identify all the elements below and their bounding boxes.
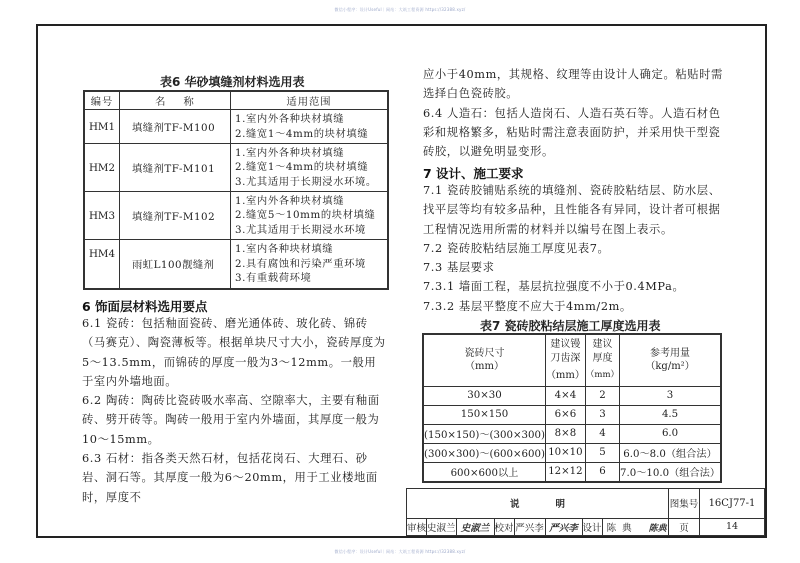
- scope-cell: [231, 144, 389, 192]
- table-cell: 150×150: [423, 405, 545, 424]
- table-cell: (300×300)～(600×600): [423, 443, 545, 462]
- paragraph: 7.2 瓷砖胶粘结层施工厚度见表7。: [423, 241, 610, 255]
- code-cell: HM1: [84, 110, 120, 144]
- paragraph: 7.3.1 墙面工程，基层抗拉强度不小于0.4MPa。: [423, 280, 685, 294]
- header-line: （mm）: [464, 361, 504, 373]
- table-row: [84, 144, 388, 192]
- watermark-bottom: 微信小程序：设计Useful｜网站：大筑工程资源 https://32388.xyz/: [334, 549, 466, 554]
- reviewer-name: 史淑兰: [427, 518, 457, 535]
- section6-right-text: [423, 65, 728, 161]
- table-cell: 12×12: [545, 462, 585, 482]
- header-line: 建议: [592, 339, 613, 350]
- code-cell: HM4: [84, 240, 120, 289]
- table-row: [423, 386, 721, 405]
- name-cell: 填缝剂TF-M100: [120, 110, 231, 144]
- table-header-cell: [585, 334, 619, 386]
- table7: [422, 333, 722, 483]
- table-row: [423, 424, 721, 443]
- section6-left-text: [82, 314, 387, 507]
- table-row: [423, 443, 721, 462]
- table-header-cell: 名 称: [120, 91, 231, 110]
- checker-name: 严兴李: [514, 518, 545, 535]
- header-line: 厚度: [592, 352, 613, 364]
- table-header-cell: [545, 334, 585, 386]
- table-cell: 6×6: [545, 405, 585, 424]
- header-line: （kg/m²）: [645, 361, 695, 373]
- scope-cell: [231, 192, 389, 240]
- table-row: [423, 462, 721, 482]
- scope-line: 2.具有腐蚀和污染严重环境: [235, 257, 366, 270]
- table-cell: 6.0: [620, 424, 722, 443]
- scope-cell: [231, 240, 389, 289]
- table-header-cell: [423, 334, 545, 386]
- table-header-cell: 编号: [84, 91, 120, 110]
- designer-name: 陈 典: [606, 522, 632, 534]
- table6-title: 表6 华砂填缝剂材料选用表: [160, 75, 305, 89]
- designer-signature: 陈典: [648, 523, 667, 534]
- reviewer-signature: 史淑兰: [456, 518, 494, 535]
- table-cell: 6.0～8.0（组合法）: [620, 443, 722, 462]
- section7-heading: 7 设计、施工要求: [423, 166, 524, 181]
- table-row: [84, 192, 388, 240]
- page-number: 14: [700, 518, 765, 535]
- scope-line: 1.室内外各种块材填缝: [235, 113, 345, 125]
- table-row: [84, 110, 388, 144]
- table-cell: 5: [585, 443, 619, 462]
- header-line: 刀齿深: [550, 352, 581, 364]
- code-cell: HM2: [84, 144, 120, 192]
- scope-line: 1.室内外各种块材填缝: [235, 194, 345, 207]
- scope-line: 1.室内各种块材填缝: [235, 243, 334, 255]
- designer-cell: [602, 518, 668, 535]
- table-header-cell: [620, 334, 722, 386]
- header-line: 建议镘: [550, 339, 581, 350]
- atlas-label: 图集号: [669, 489, 700, 519]
- name-cell: 填缝剂TF-M102: [120, 192, 231, 240]
- table-cell: 4.5: [620, 405, 722, 424]
- paragraph: 应小于40mm，其规格、纹理等由设计人确定。粘贴时需选择白色瓷砖胶。: [423, 68, 723, 101]
- table-cell: 6: [585, 462, 619, 482]
- scope-line: 3.尤其适用于长期浸水环境。: [235, 175, 377, 188]
- paragraph: 6.3 石材：指各类天然石材，包括花岗石、大理石、砂岩、洞石等。其厚度一般为6～20mm，用于工业楼地面时，厚度不: [82, 452, 378, 504]
- scope-line: 2.缝宽5～10mm的块材填缝: [235, 209, 376, 222]
- code-cell: HM3: [84, 192, 120, 240]
- header-line: 参考用量: [650, 347, 691, 359]
- table-header-cell: 适用范围: [231, 91, 389, 110]
- header-line: （mm）: [585, 370, 620, 380]
- name-cell: 雨虹L100靓缝剂: [120, 240, 231, 289]
- section6-heading: 6 饰面层材料选用要点: [82, 299, 208, 314]
- checker-signature: 严兴李: [545, 518, 582, 535]
- table-cell: 3: [585, 405, 619, 424]
- section7-text: [423, 181, 728, 316]
- table-cell: 30×30: [423, 386, 545, 405]
- scope-line: 3.尤其适用于长期浸水环境: [235, 223, 366, 236]
- table-cell: 4: [585, 424, 619, 443]
- check-label: 校对: [494, 518, 514, 535]
- paragraph: 6.2 陶砖：陶砖比瓷砖吸水率高、空隙率大，主要有釉面砖、劈开砖等。陶砖一般用于室内外墙面，其厚度一般为10～15mm。: [82, 394, 380, 446]
- paragraph: 7.1 瓷砖胶铺贴系统的填缝剂、瓷砖胶粘结层、防水层、找平层等均有较多品种，且性能各有异同，设计者可根据工程情况选用所需的材料并以编号在图上表示。: [423, 184, 721, 236]
- table-cell: 2: [585, 386, 619, 405]
- atlas-number: 16CJ77-1: [700, 489, 765, 519]
- page-label: 页: [669, 518, 700, 535]
- table-cell: 3: [620, 386, 722, 405]
- header-line: （mm）: [545, 370, 585, 381]
- title-block: [406, 488, 765, 536]
- name-cell: 填缝剂TF-M101: [120, 144, 231, 192]
- table6: [83, 90, 389, 290]
- paragraph: 6.4 人造石：包括人造岗石、人造石英石等。人造石材色彩和规格繁多，粘贴时需注意表面防护，并采用快干型瓷砖胶，以避免明显变形。: [423, 106, 721, 159]
- table-cell: (150×150)～(300×300): [423, 424, 545, 443]
- paragraph: 6.1 瓷砖：包括釉面瓷砖、磨光通体砖、玻化砖、锦砖（马赛克）、陶瓷薄板等。根据单块尺寸大小，瓷砖厚度为5～13.5mm，而锦砖的厚度一般为3～12mm。一般用于室内外墙地面。: [82, 317, 386, 388]
- design-label: 设计: [582, 518, 602, 535]
- table-cell: 600×600以上: [423, 462, 545, 482]
- table-header-row: [84, 91, 388, 110]
- table-cell: 8×8: [545, 424, 585, 443]
- table-row: [84, 240, 388, 289]
- table-header-row: [423, 334, 721, 386]
- table7-title: 表7 瓷砖胶粘结层施工厚度选用表: [480, 319, 661, 333]
- scope-cell: [231, 110, 389, 144]
- scope-line: 1.室内外各种块材填缝: [235, 146, 345, 159]
- table-cell: 7.0～10.0（组合法）: [620, 462, 722, 482]
- paragraph: 7.3 基层要求: [423, 261, 495, 275]
- scope-line: 2.缝宽1～4mm的块材填缝: [235, 161, 369, 174]
- table-cell: 4×4: [545, 386, 585, 405]
- scope-line: 2.缝宽1～4mm的块材填缝: [235, 127, 369, 140]
- review-label: 审核: [407, 518, 427, 535]
- drawing-title: 说明: [407, 489, 669, 519]
- paragraph: 7.3.2 基层平整度不应大于4mm/2m。: [423, 299, 632, 313]
- table-cell: 10×10: [545, 443, 585, 462]
- table-row: [423, 405, 721, 424]
- watermark-top: 微信小程序：设计Useful｜网站：大筑工程资源 https://32388.xyz/: [334, 7, 466, 12]
- scope-line: 3.有重载荷环境: [235, 272, 312, 284]
- header-line: 瓷砖尺寸: [464, 347, 505, 359]
